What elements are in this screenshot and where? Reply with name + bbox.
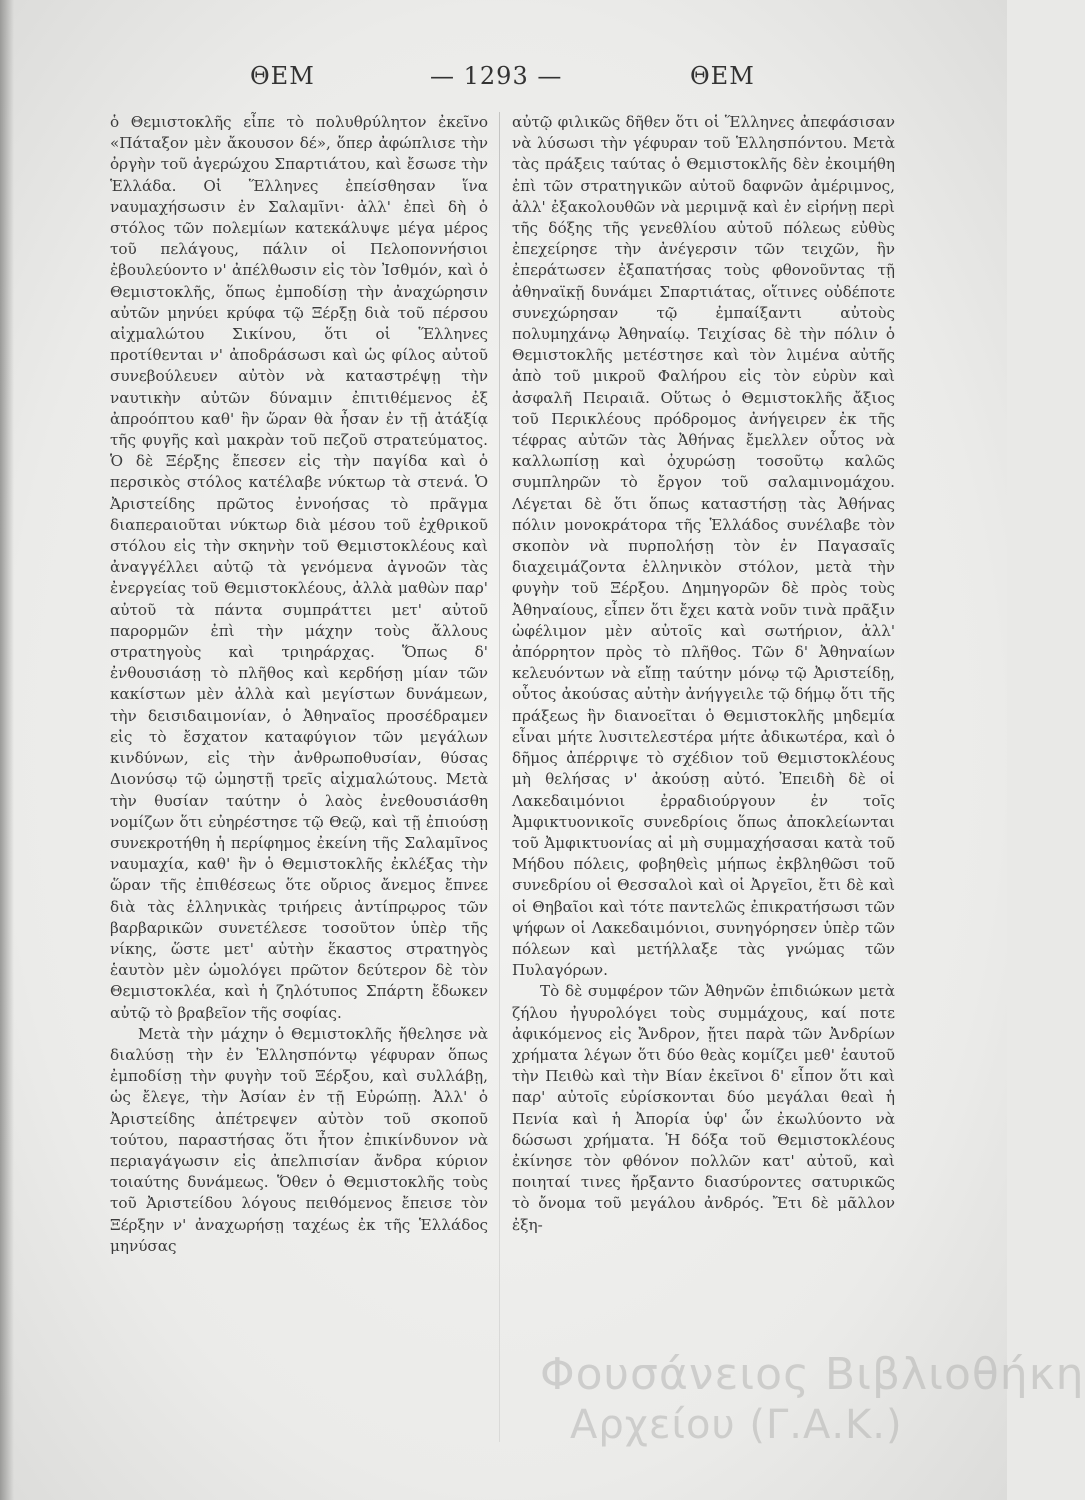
right-paragraph: Τὸ δὲ συμφέρον τῶν Ἀθηνῶν ἐπιδιώκων μετὰ ζήλου ἠγυρολόγει τοὺς συμμάχους, καί ποτε ἀφικόμενος εἰς Ἄνδρον, ᾔτει παρὰ τῶν Ἀνδρίων χρήματα λέγων ὅτι δύο θεὰς κομίζει μεθ' ἑαυτοῦ τὴν Πειθὼ καὶ τὴν Βίαν ἐκεῖνοι δ' εἶπον ὅτι καὶ παρ' αὐτοῖς εὑρίσκονται δύο μεγάλαι θεαὶ ἡ Πενία καὶ ἡ Ἀπορία ὑφ' ὧν ἐκωλύοντο νὰ δώσωσι χρήματα. Ἡ δόξα τοῦ Θεμιστοκλέους ἐκίνησε τὸν φθόνον πολλῶν κατ' αὐτοῦ, καὶ ποιηταί τινες ἤρξαντο διασύροντες σατυρικῶς τὸ ὄνομα τοῦ μεγάλου ἀνδρός. Ἔτι δὲ μᾶλλον ἐξη- [512,982,895,1234]
watermark-line: Φουσάνειος Βιβλιοθήκη [540,1349,1085,1400]
running-header [100,62,900,102]
column-divider [499,112,500,1442]
binding-shadow [0,0,14,1500]
watermark-line: Αρχείου (Γ.Α.Κ.) [570,1402,903,1448]
library-watermark [540,1349,1085,1450]
right-paragraph: αὐτῷ φιλικῶς δῆθεν ὅτι οἱ Ἕλληνες ἀπεφάσισαν νὰ λύσωσι τὴν γέφυραν τοῦ Ἑλλησπόντου. Μετὰ τὰς πράξεις ταύτας ὁ Θεμιστοκλῆς δὲν ἐκοιμήθη ἐπὶ τῶν στρατηγικῶν αὐτοῦ δαφνῶν ἀμέριμνος, ἀλλ' ἐξακολουθῶν νὰ μεριμνᾷ καὶ ἐν εἰρήνῃ περὶ τῆς δόξης τῆς γενεθλίου αὐτοῦ πόλεως εὐθὺς ἐπεχείρησε τὴν ἀνέγερσιν τῶν τειχῶν, ἣν ἐπεράτωσεν ἐξαπατήσας τοὺς φθονοῦντας τῇ ἀθηναϊκῇ δυνάμει Σπαρτιάτας, οἵτινες οὐδέποτε συνεχώρησαν τῷ ἐμπαίξαντι αὐτοὺς πολυμηχάνῳ Ἀθηναίῳ. Τειχίσας δὲ τὴν πόλιν ὁ Θεμιστοκλῆς μετέστησε καὶ τὸν λιμένα αὐτῆς ἀπὸ τοῦ μικροῦ Φαλήρου εἰς τὸν εὐρὺν καὶ ἀσφαλῆ Πειραιᾶ. Οὕτως ὁ Θεμιστοκλῆς ἄξιος τοῦ Περικλέους πρόδρομος ἀνήγειρεν ἐκ τῆς τέφρας αὐτῶν τὰς Ἀθήνας ἔμελλεν οὗτος νὰ καλλωπίσῃ καὶ ὀχυρώσῃ τοσοῦτῳ καλῶς συμπληρῶν τὸ ἔργον τοῦ σαλαμινομάχου. Λέγεται δὲ ὅτι ὅπως καταστήσῃ τὰς Ἀθήνας πόλιν μονοκράτορα τῆς Ἑλλάδος συνέλαβε τὸν σκοπὸν νὰ πυρπολήσῃ τὸν ἐν Παγασαῖς διαχειμάζοντα ἑλληνικὸν στόλον, μετὰ τὴν φυγὴν τοῦ Ξέρξου. Δημηγορῶν δὲ πρὸς τοὺς Ἀθηναίους, εἶπεν ὅτι ἔχει κατὰ νοῦν τινὰ πρᾶξιν ὠφέλιμον μὲν αὐτοῖς καὶ σωτήριον, ἀλλ' ἀπόρρητον πρὸς τὸ πλῆθος. Τῶν δ' Ἀθηναίων κελευόντων νὰ εἴπῃ ταύτην μόνῳ τῷ Ἀριστείδῃ, οὗτος ἀκούσας αὐτὴν ἀνήγγειλε τῷ δήμῳ ὅτι τῆς πράξεως ἣν διανοεῖται ὁ Θεμιστοκλῆς μηδεμία εἶναι μήτε λυσιτελεστέρα μήτε ἀδικωτέρα, καὶ ὁ δῆμος ἀπέρριψε τὸ σχέδιον τοῦ Θεμιστοκλέους μὴ θελήσας ν' ἀκούσῃ αὐτό. Ἐπειδὴ δὲ οἱ Λακεδαιμόνιοι ἐρραδιούργουν ἐν τοῖς Ἀμφικτυονικοῖς συνεδρίοις ὅπως ἀποκλείωνται τοῦ Ἀμφικτυονίας αἱ μὴ συμμαχήσασαι κατὰ τοῦ Μήδου πόλεις, φοβηθεὶς μήπως ἐκβληθῶσι τοῦ συνεδρίου οἱ Θεσσαλοὶ καὶ οἱ Ἀργεῖοι, ἔτι δὲ καὶ οἱ Θηβαῖοι καὶ τότε παντελῶς ἐπικρατήσωσι τῶν ψήφων οἱ Λακεδαιμόνιοι, συνηγόρησεν ὑπὲρ τῶν πόλεων καὶ μετήλλαξε τὰς γνώμας τῶν Πυλαγόρων. [512,113,895,980]
left-paragraph: Μετὰ τὴν μάχην ὁ Θεμιστοκλῆς ἤθελησε νὰ διαλύσῃ τὴν ἐν Ἑλλησπόντῳ γέφυραν ὅπως ἐμποδίσῃ τὴν φυγὴν τοῦ Ξέρξου, καὶ συλλάβῃ, ὡς ἔλεγε, τὴν Ἀσίαν ἐν τῇ Εὐρώπῃ. Ἀλλ' ὁ Ἀριστείδης ἀπέτρεψεν αὐτὸν τοῦ σκοποῦ τούτου, παραστήσας ὅτι ἦτον ἐπικίνδυνον νὰ περιαγάγωσιν εἰς ἀπελπισίαν ἄνδρα κύριον τοιαύτης δυνάμεως. Ὅθεν ὁ Θεμιστοκλῆς τοὺς τοῦ Ἀριστείδου λόγους πειθόμενος ἔπεισε τὸν Ξέρξην ν' ἀναχωρήσῃ ταχέως ἐκ τῆς Ἑλλάδος μηνύσας [110,1024,488,1255]
header-right-term: ΘΕΜ [690,62,755,90]
header-left-term: ΘΕΜ [250,62,315,90]
right-column [512,112,895,1236]
left-paragraph: ὁ Θεμιστοκλῆς εἶπε τὸ πολυθρύλητον ἐκεῖνο «Πάταξον μὲν ἄκουσον δέ», ὅπερ ἀφώπλισε τὴν ὀργὴν τοῦ ἀγερώχου Σπαρτιάτου, καὶ ἔσωσε τὴν Ἑλλάδα. Οἱ Ἕλληνες ἐπείσθησαν ἵνα ναυμαχήσωσιν ἐν Σαλαμῖνι· ἀλλ' ἐπεὶ δὴ ὁ στόλος τῶν πολεμίων κατεκάλυψε μέγα μέρος τοῦ πελάγους, πάλιν οἱ Πελοποννήσιοι ἐβουλεύοντο ν' ἀπέλθωσιν εἰς τὸν Ἰσθμόν, καὶ ὁ Θεμιστοκλῆς, ὅπως ἐμποδίσῃ τὴν ἀναχώρησιν αὐτῶν μηνύει κρύφα τῷ Ξέρξῃ διὰ τοῦ πέρσου αἰχμαλώτου Σικίνου, ὅτι οἱ Ἕλληνες προτίθενται ν' ἀποδράσωσι καὶ ὡς φίλος αὐτοῦ συνεβούλευεν αὐτὸν νὰ καταστρέψῃ τὴν ναυτικὴν αὐτῶν δύναμιν ἐπιτιθέμενος ἐξ ἀπροόπτου καθ' ἣν ὥραν θὰ ἦσαν ἐν τῇ ἀτάξίᾳ τῆς φυγῆς καὶ μακρὰν τοῦ πεζοῦ στρατεύματος. Ὁ δὲ Ξέρξης ἔπεσεν εἰς τὴν παγίδα καὶ ὁ περσικὸς στόλος κατέλαβε νύκτωρ τὰ στενά. Ὁ Ἀριστείδης πρῶτος ἐννοήσας τὸ πρᾶγμα διαπεραιοῦται νύκτωρ διὰ μέσου τοῦ ἐχθρικοῦ στόλου εἰς τὴν σκηνὴν τοῦ Θεμιστοκλέους καὶ ἀναγγέλλει αὐτῷ τὰ γενόμενα ἀγνοῶν τὰς ἐνεργείας τοῦ Θεμιστοκλέους, ἀλλὰ μαθὼν παρ' αὐτοῦ τὰ πάντα συμπράττει μετ' αὐτοῦ παρορμῶν ἐπὶ τὴν μάχην τοὺς ἄλλους στρατηγοὺς καὶ τριηράρχας. Ὅπως δ' ἐνθουσιάσῃ τὸ πλῆθος καὶ κερδήσῃ μίαν τῶν κακίστων μὲν ἀλλὰ καὶ μεγίστων δυνάμεων, τὴν δεισιδαιμονίαν, ὁ Ἀθηναῖος προσέδραμεν εἰς τὸ ἔσχατον καταφύγιον τῶν μεγάλων κινδύνων, εἰς τὴν ἀνθρωποθυσίαν, θύσας Διονύσῳ τῷ ὠμηστῇ τρεῖς αἰχμαλώτους. Μετὰ τὴν θυσίαν ταύτην ὁ λαὸς ἐνεθουσιάσθη νομίζων ὅτι εὐηρέστησε τῷ Θεῷ, καὶ τῇ ἐπιούσῃ συνεκροτήθη ἡ περίφημος ἐκείνη τῆς Σαλαμῖνος ναυμαχία, καθ' ἣν ὁ Θεμιστοκλῆς ἐκλέξας τὴν ὥραν τῆς ἐπιθέσεως ὅτε οὔριος ἄνεμος ἔπνεε διὰ τὰς ἑλληνικὰς τριήρεις ἀντίπρῳρος τῶν βαρβαρικῶν συνετέλεσε τοσοῦτον ὑπὲρ τῆς νίκης, ὥστε μετ' αὐτὴν ἕκαστος στρατηγὸς ἑαυτὸν μὲν ὡμολόγει πρῶτον δεύτερον δὲ τὸν Θεμιστοκλέα, καὶ ἡ ζηλότυπος Σπάρτη ἔδωκεν αὐτῷ τὸ βραβεῖον τῆς σοφίας. [110,113,488,1022]
page-number: — 1293 — [430,62,563,90]
left-column [110,112,488,1257]
